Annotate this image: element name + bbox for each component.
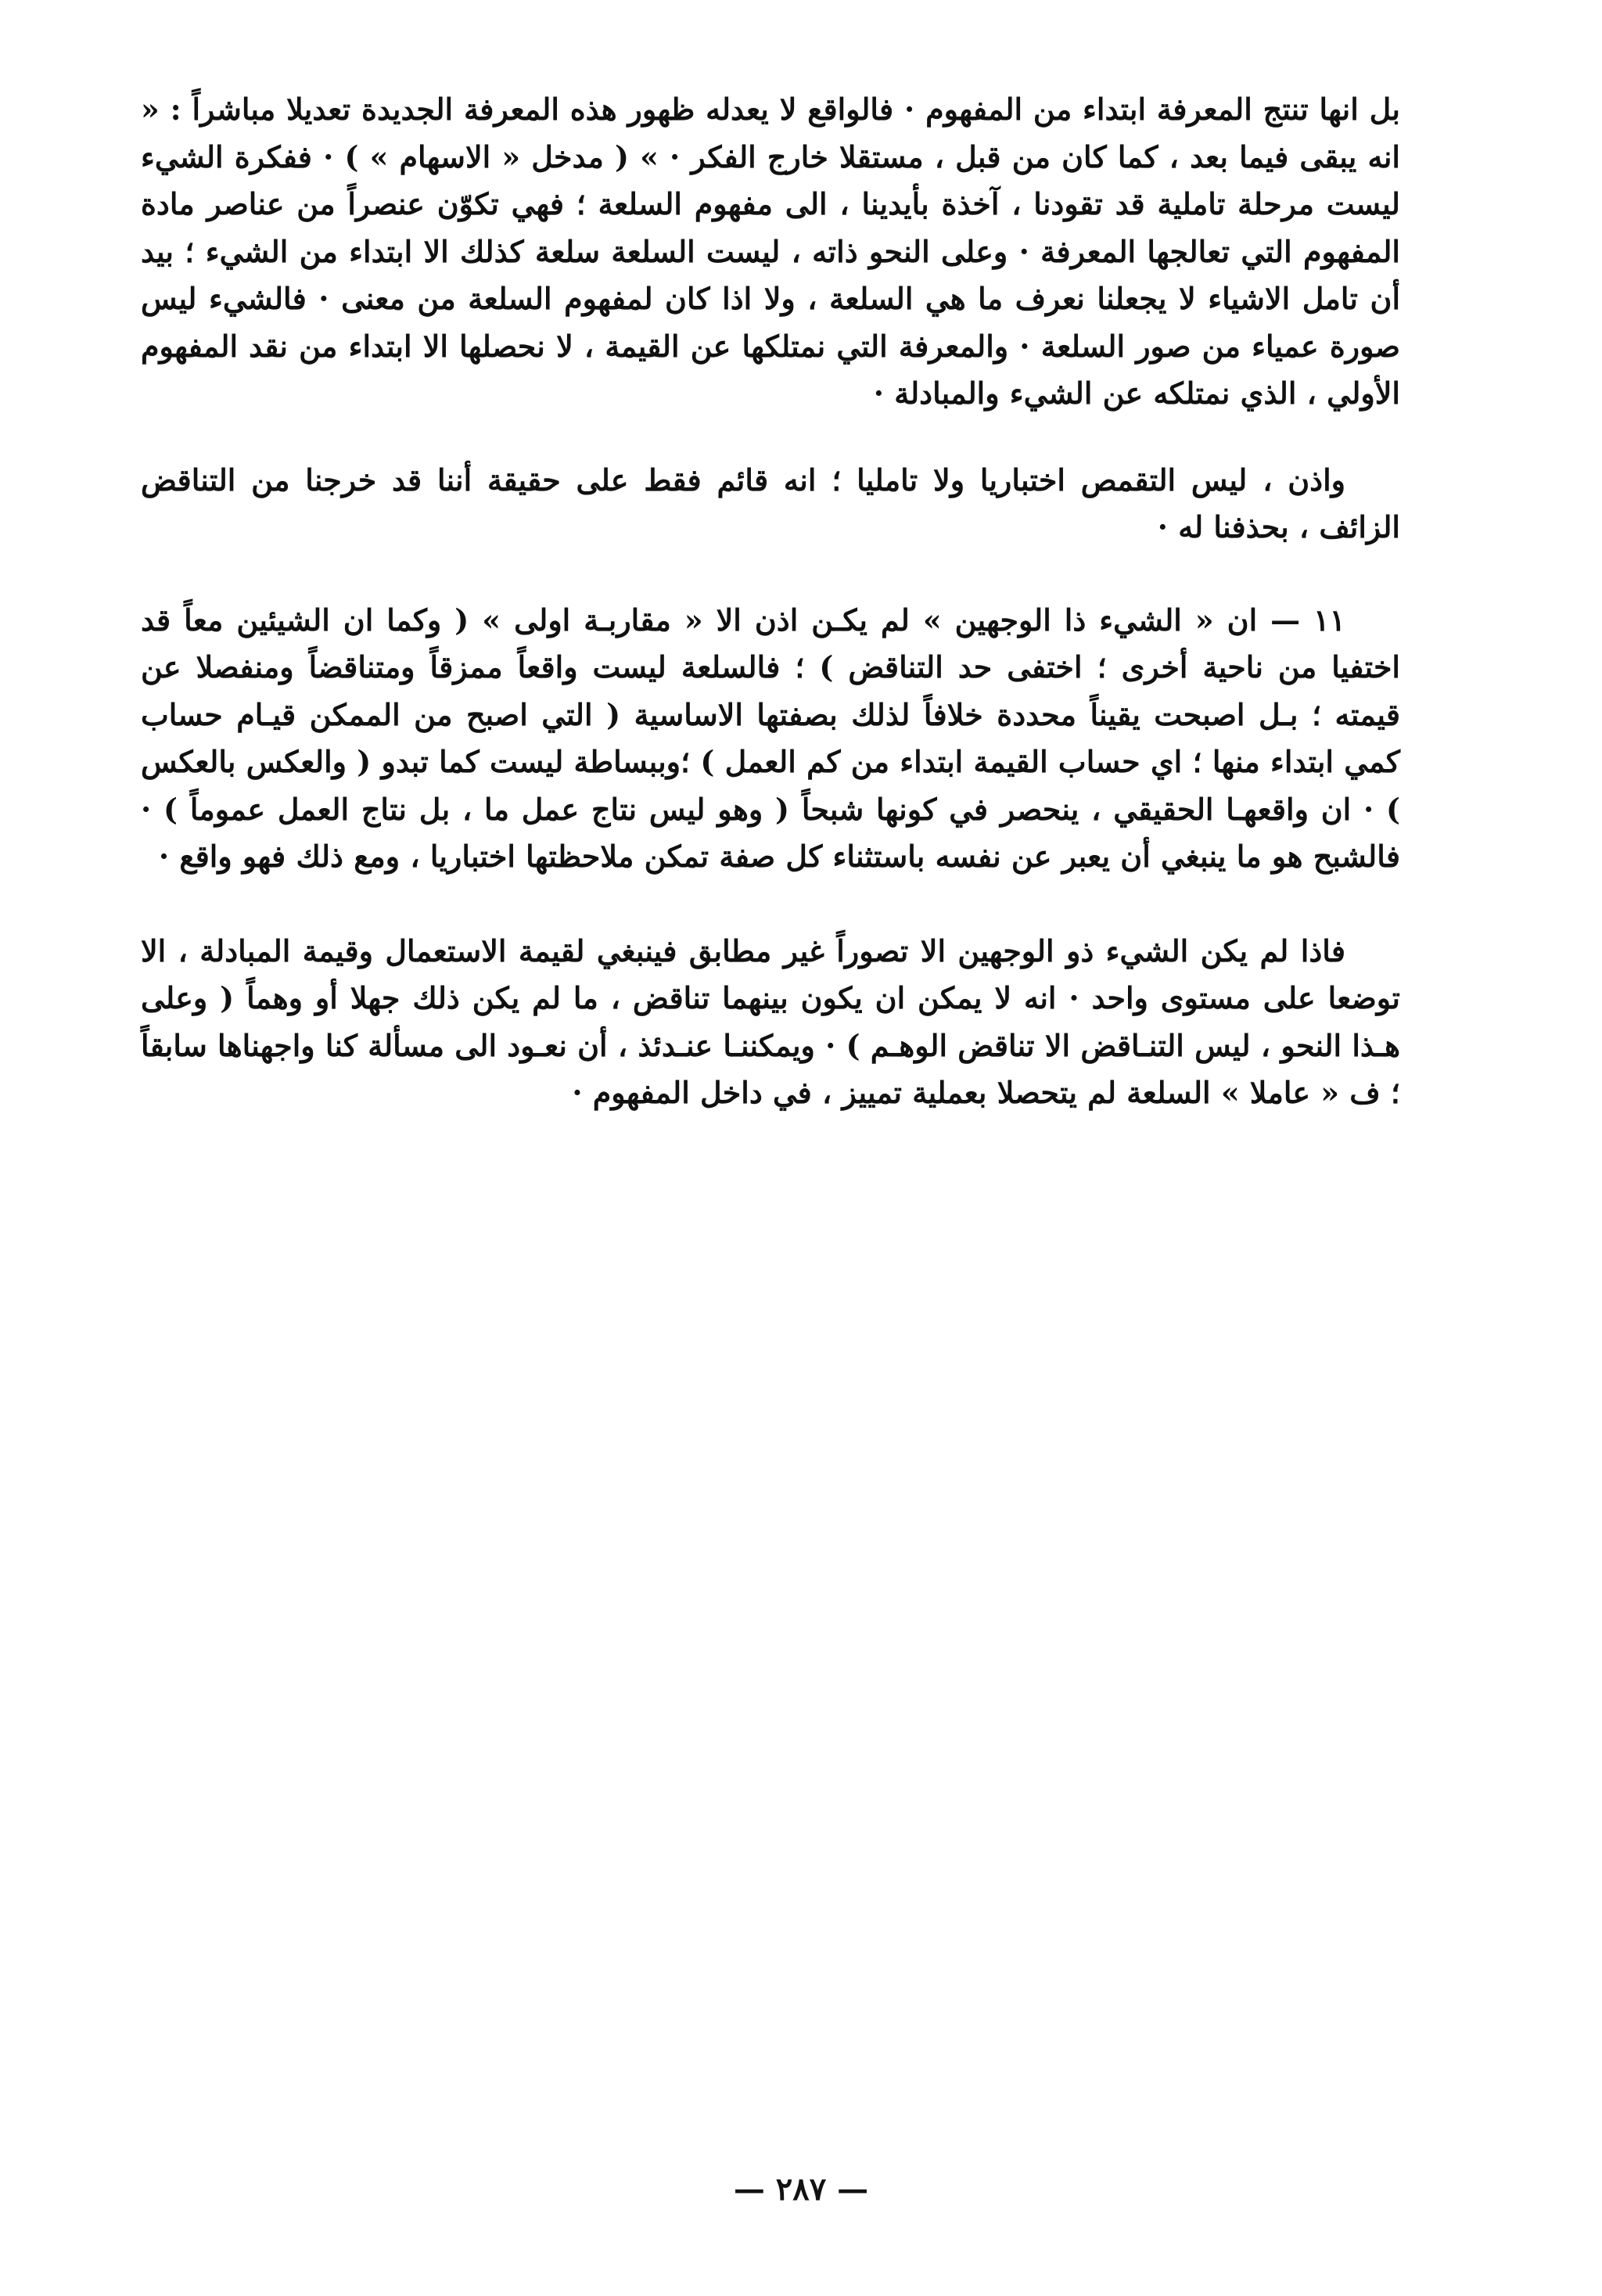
page-body [141,86,1400,1117]
paragraph-1: بل انها تنتج المعرفة ابتداء من المفهوم · فالواقع لا يعدله ظهور هذه المعرفة الجديدة تعديلا مباشراً : « انه يبقى فيما بعد ، كما كان من قبل ، مستقلا خارج الفكر · » ( مدخل « الاسهام » ) · ففكرة الشيء ليست مرحلة تاملية قد تقودنا ، آخذة بأيدينا ، الى مفهوم السلعة ؛ فهي تكوّن عنصراً من عناصر مادة المفهوم التي تعالجها المعرفة · وعلى النحو ذاته ، ليست السلعة سلعة كذلك الا ابتداء من الشيء ؛ بيد أن تامل الاشياء لا يجعلنا نعرف ما هي السلعة ، ولا اذا كان لمفهوم السلعة من معنى · فالشيء ليس صورة عمياء من صور السلعة · والمعرفة التي نمتلكها عن القيمة ، لا نحصلها الا ابتداء من نقد المفهوم الأولي ، الذي نمتلكه عن الشيء والمبادلة · [141,92,1400,411]
paragraph-3: ١١ — ان « الشيء ذا الوجهين » لم يكـن اذن الا « مقاربـة اولى » ( وكما ان الشيئين معاً قد اختفيا من ناحية أخرى ؛ اختفى حد التناقض ) ؛ فالسلعة ليست واقعاً ممزقاً ومتناقضاً ومنفصلا عن قيمته ؛ بـل اصبحت يقيناً محددة خلافاً لذلك بصفتها الاساسية ( التي اصبح من الممكن قيـام حساب كمي ابتداء منها ؛ اي حساب القيمة ابتداء من كم العمل ) ؛وببساطة ليست كما تبدو ( والعكس بالعكس ) · ان واقعهـا الحقيقي ، ينحصر في كونها شبحاً ( وهو ليس نتاج عمل ما ، بل نتاج العمل عموماً ) · فالشبح هو ما ينبغي أن يعبر عن نفسه باستثناء كل صفة تمكن ملاحظتها اختباريا ، ومع ذلك فهو واقع · [141,602,1400,874]
paragraph-4: فاذا لم يكن الشيء ذو الوجهين الا تصوراً غير مطابق فينبغي لقيمة الاستعمال وقيمة المبادلة ، الا توضعا على مستوى واحد · انه لا يمكن ان يكون بينهما تناقض ، ما لم يكن ذلك جهلا أو وهماً ( وعلى هـذا النحو ، ليس التنـاقض الا تناقض الوهـم ) · ويمكننـا عنـدئذ ، أن نعـود الى مسألة كنا واجهناها سابقاً ؛ ف « عاملا » السلعة لم يتحصلا بعملية تمييز ، في داخل المفهوم · [141,932,1400,1110]
page-number: — ٢٨٧ — [733,2171,869,2208]
paragraph-2: واذن ، ليس التقمص اختباريا ولا تامليا ؛ انه قائم فقط على حقيقة أننا قد خرجنا من التناقض الزائف ، بحذفنا له · [141,462,1400,544]
